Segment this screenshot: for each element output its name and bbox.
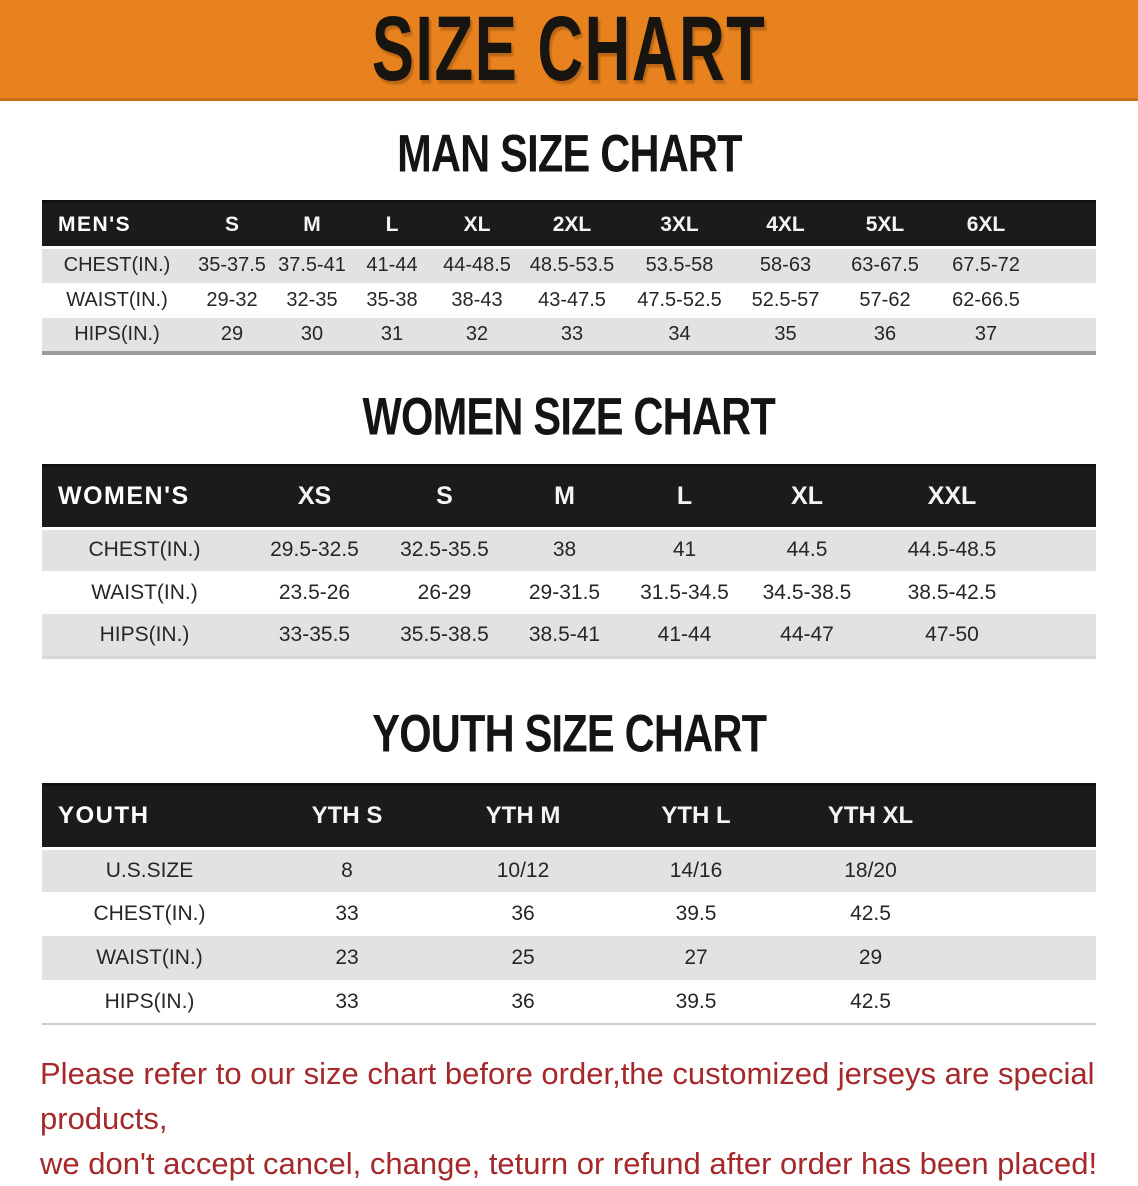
size-value-cell: 38	[507, 528, 622, 571]
size-value-cell: 42.5	[783, 980, 958, 1024]
filler-header	[1037, 465, 1096, 528]
filler-cell	[1036, 318, 1096, 353]
size-column-header: YTH XL	[783, 784, 958, 848]
size-value-cell: 27	[609, 936, 783, 980]
size-value-cell: 31	[352, 318, 432, 353]
filler-header	[1036, 202, 1096, 248]
size-value-cell: 44-47	[747, 614, 867, 657]
size-value-cell: 29-32	[192, 283, 272, 318]
filler-cell	[1037, 614, 1096, 657]
size-column-header: XXL	[867, 465, 1037, 528]
men-corner-label: MEN'S	[42, 202, 192, 248]
filler-cell	[1037, 571, 1096, 614]
size-value-cell: 52.5-57	[737, 283, 834, 318]
size-column-header: 6XL	[936, 202, 1036, 248]
size-value-cell: 35	[737, 318, 834, 353]
size-column-header: S	[382, 465, 507, 528]
size-value-cell: 33	[257, 980, 437, 1024]
size-value-cell: 38.5-41	[507, 614, 622, 657]
size-value-cell: 53.5-58	[622, 248, 737, 283]
size-value-cell: 41-44	[622, 614, 747, 657]
size-value-cell: 37.5-41	[272, 248, 352, 283]
size-value-cell: 63-67.5	[834, 248, 936, 283]
size-value-cell: 47-50	[867, 614, 1037, 657]
size-column-header: YTH M	[437, 784, 609, 848]
women-header-row	[42, 465, 1096, 528]
size-value-cell: 38-43	[432, 283, 522, 318]
size-value-cell: 35-38	[352, 283, 432, 318]
size-column-header: 3XL	[622, 202, 737, 248]
size-chart-banner	[0, 0, 1138, 101]
note-line: Please refer to our size chart before order,the customized jerseys are special products,	[40, 1056, 1095, 1136]
size-value-cell: 42.5	[783, 892, 958, 936]
size-value-cell: 44.5	[747, 528, 867, 571]
filler-cell	[1037, 528, 1096, 571]
size-value-cell: 26-29	[382, 571, 507, 614]
size-value-cell: 14/16	[609, 848, 783, 892]
row-label: WAIST(IN.)	[42, 283, 192, 318]
women-hips-row	[42, 614, 1096, 657]
size-value-cell: 35-37.5	[192, 248, 272, 283]
banner-title: SIZE CHART	[371, 0, 767, 100]
size-value-cell: 29	[783, 936, 958, 980]
filler-cell	[958, 848, 1096, 892]
youth-ussize-row	[42, 848, 1096, 892]
size-value-cell: 23.5-26	[247, 571, 382, 614]
size-column-header: XL	[747, 465, 867, 528]
size-column-header: XS	[247, 465, 382, 528]
size-value-cell: 29	[192, 318, 272, 353]
size-column-header: YTH L	[609, 784, 783, 848]
size-column-header: XL	[432, 202, 522, 248]
youth-header-row	[42, 784, 1096, 848]
size-value-cell: 33-35.5	[247, 614, 382, 657]
women-chest-row	[42, 528, 1096, 571]
size-value-cell: 62-66.5	[936, 283, 1036, 318]
size-value-cell: 34	[622, 318, 737, 353]
size-value-cell: 47.5-52.5	[622, 283, 737, 318]
size-column-header: S	[192, 202, 272, 248]
row-label: WAIST(IN.)	[42, 936, 257, 980]
size-value-cell: 31.5-34.5	[622, 571, 747, 614]
women-heading-text: WOMEN SIZE CHART	[362, 386, 776, 447]
size-value-cell: 33	[257, 892, 437, 936]
size-column-header: YTH S	[257, 784, 437, 848]
row-label: HIPS(IN.)	[42, 980, 257, 1024]
size-column-header: 2XL	[522, 202, 622, 248]
size-value-cell: 32.5-35.5	[382, 528, 507, 571]
youth-hips-row	[42, 980, 1096, 1024]
size-value-cell: 36	[437, 892, 609, 936]
men-waist-row	[42, 283, 1096, 318]
youth-size-table	[42, 783, 1096, 1026]
man-heading-text: MAN SIZE CHART	[396, 124, 742, 184]
women-size-table	[42, 464, 1096, 659]
size-value-cell: 36	[834, 318, 936, 353]
section-heading-youth	[0, 703, 1138, 764]
men-chest-row	[42, 248, 1096, 283]
size-value-cell: 36	[437, 980, 609, 1024]
youth-waist-row	[42, 936, 1096, 980]
section-heading-women	[0, 386, 1138, 447]
men-hips-row	[42, 318, 1096, 353]
size-column-header: L	[622, 465, 747, 528]
size-value-cell: 18/20	[783, 848, 958, 892]
filler-cell	[958, 980, 1096, 1024]
women-corner-label: WOMEN'S	[42, 465, 247, 528]
size-value-cell: 32-35	[272, 283, 352, 318]
size-column-header: L	[352, 202, 432, 248]
filler-cell	[1036, 283, 1096, 318]
size-value-cell: 41-44	[352, 248, 432, 283]
size-value-cell: 23	[257, 936, 437, 980]
women-waist-row	[42, 571, 1096, 614]
size-value-cell: 10/12	[437, 848, 609, 892]
size-value-cell: 8	[257, 848, 437, 892]
size-value-cell: 39.5	[609, 980, 783, 1024]
size-value-cell: 33	[522, 318, 622, 353]
size-value-cell: 30	[272, 318, 352, 353]
size-column-header: M	[507, 465, 622, 528]
disclaimer-note	[0, 1051, 1138, 1186]
size-value-cell: 29-31.5	[507, 571, 622, 614]
youth-chest-row	[42, 892, 1096, 936]
filler-cell	[958, 892, 1096, 936]
size-value-cell: 48.5-53.5	[522, 248, 622, 283]
row-label: HIPS(IN.)	[42, 318, 192, 353]
row-label: CHEST(IN.)	[42, 528, 247, 571]
size-value-cell: 39.5	[609, 892, 783, 936]
size-column-header: 5XL	[834, 202, 936, 248]
row-label: CHEST(IN.)	[42, 248, 192, 283]
filler-cell	[958, 936, 1096, 980]
filler-cell	[1036, 248, 1096, 283]
size-value-cell: 43-47.5	[522, 283, 622, 318]
size-value-cell: 37	[936, 318, 1036, 353]
row-label: CHEST(IN.)	[42, 892, 257, 936]
size-value-cell: 44.5-48.5	[867, 528, 1037, 571]
note-line: we don't accept cancel, change, teturn or refund after order has been placed!	[40, 1146, 1098, 1181]
size-column-header: 4XL	[737, 202, 834, 248]
size-value-cell: 38.5-42.5	[867, 571, 1037, 614]
row-label: HIPS(IN.)	[42, 614, 247, 657]
size-value-cell: 57-62	[834, 283, 936, 318]
size-value-cell: 44-48.5	[432, 248, 522, 283]
section-heading-man	[0, 124, 1138, 184]
size-value-cell: 58-63	[737, 248, 834, 283]
row-label: WAIST(IN.)	[42, 571, 247, 614]
size-value-cell: 41	[622, 528, 747, 571]
men-size-table	[42, 200, 1096, 355]
size-value-cell: 34.5-38.5	[747, 571, 867, 614]
size-value-cell: 67.5-72	[936, 248, 1036, 283]
youth-heading-text: YOUTH SIZE CHART	[372, 703, 766, 764]
filler-header	[958, 784, 1096, 848]
youth-corner-label: YOUTH	[42, 784, 257, 848]
men-header-row	[42, 202, 1096, 248]
size-value-cell: 29.5-32.5	[247, 528, 382, 571]
size-column-header: M	[272, 202, 352, 248]
size-value-cell: 35.5-38.5	[382, 614, 507, 657]
size-value-cell: 32	[432, 318, 522, 353]
row-label: U.S.SIZE	[42, 848, 257, 892]
size-value-cell: 25	[437, 936, 609, 980]
